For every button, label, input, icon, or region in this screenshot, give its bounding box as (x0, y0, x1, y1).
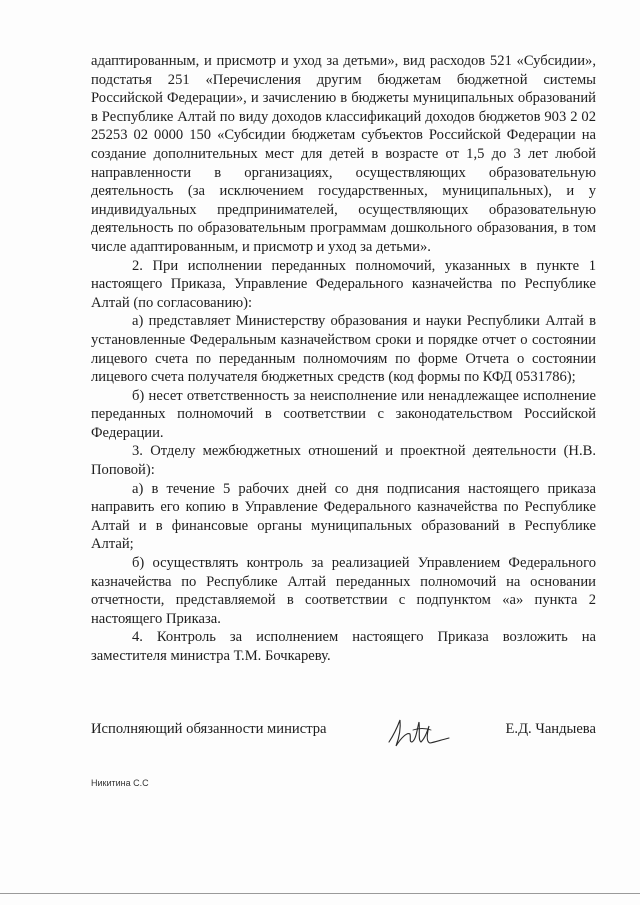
signatory-role: Исполняющий обязанности министра (91, 721, 327, 737)
executor-note: Никитина С.С (91, 778, 149, 788)
paragraph-item-2: 2. При исполнении переданных полномочий, указанных в пункте 1 настоящего Приказа, Управление Федерального казначейства по Республике Алтай (по согласованию): (91, 257, 596, 311)
paragraph-item-3a: а) в течение 5 рабочих дней со дня подписания настоящего приказа направить его копию в Управление Федерального казначейства по Республике Алтай и в финансовые органы муниципальных образований в Республике Алтай; (91, 480, 596, 553)
signature-block (91, 712, 596, 752)
paragraph-continuation: адаптированным, и присмотр и уход за детьми», вид расходов 521 «Субсидии», подстатья 251 «Перечисления другим бюджетам бюджетной системы Российской Федерации», и зачислению в бюджеты муниципальных образований в Республике Алтай по виду доходов классификаций доходов бюджетов 903 2 02 25253 02 0000 150 «Субсидии бюджетам субъектов Российской Федерации на создание дополнительных мест для детей в возрасте от 1,5 до 3 лет любой направленности в организациях, осуществляющих образовательную деятельность (за исключением государственных, муниципальных), и у индивидуальных предпринимателей, осуществляющих образовательную деятельность по образовательным программам дошкольного образования, в том числе адаптированным, и присмотр и уход за детьми». (91, 53, 596, 255)
paragraph-item-4: 4. Контроль за исполнением настоящего Приказа возложить на заместителя министра Т.М. Бочкареву. (91, 629, 596, 664)
paragraph-item-3: 3. Отделу межбюджетных отношений и проектной деятельности (Н.В. Поповой): (91, 443, 596, 479)
paragraph-item-2b: б) несет ответственность за неисполнение или ненадлежащее исполнение переданных полномочий в соответствии с законодательством Российской Федерации. (91, 387, 596, 441)
document-body (91, 52, 596, 666)
handwritten-signature-icon (383, 712, 453, 752)
paragraph-item-2a: а) представляет Министерству образования и науки Республики Алтай в установленные Федеральным казначейством сроки и порядке отчет о состоянии лицевого счета по переданным полномочиям по форме Отчета о состоянии лицевого счета получателя бюджетных средств (код формы по КФД 0531786); (91, 313, 596, 386)
signatory-name: Е.Д. Чандыева (505, 721, 596, 737)
page-bottom-rule (0, 893, 640, 894)
paragraph-item-3b: б) осуществлять контроль за реализацией Управлением Федерального казначейства по Республике Алтай переданных полномочий на основании отчетности, представляемой в соответствии с подпунктом «а» пункта 2 настоящего Приказа. (91, 555, 596, 627)
